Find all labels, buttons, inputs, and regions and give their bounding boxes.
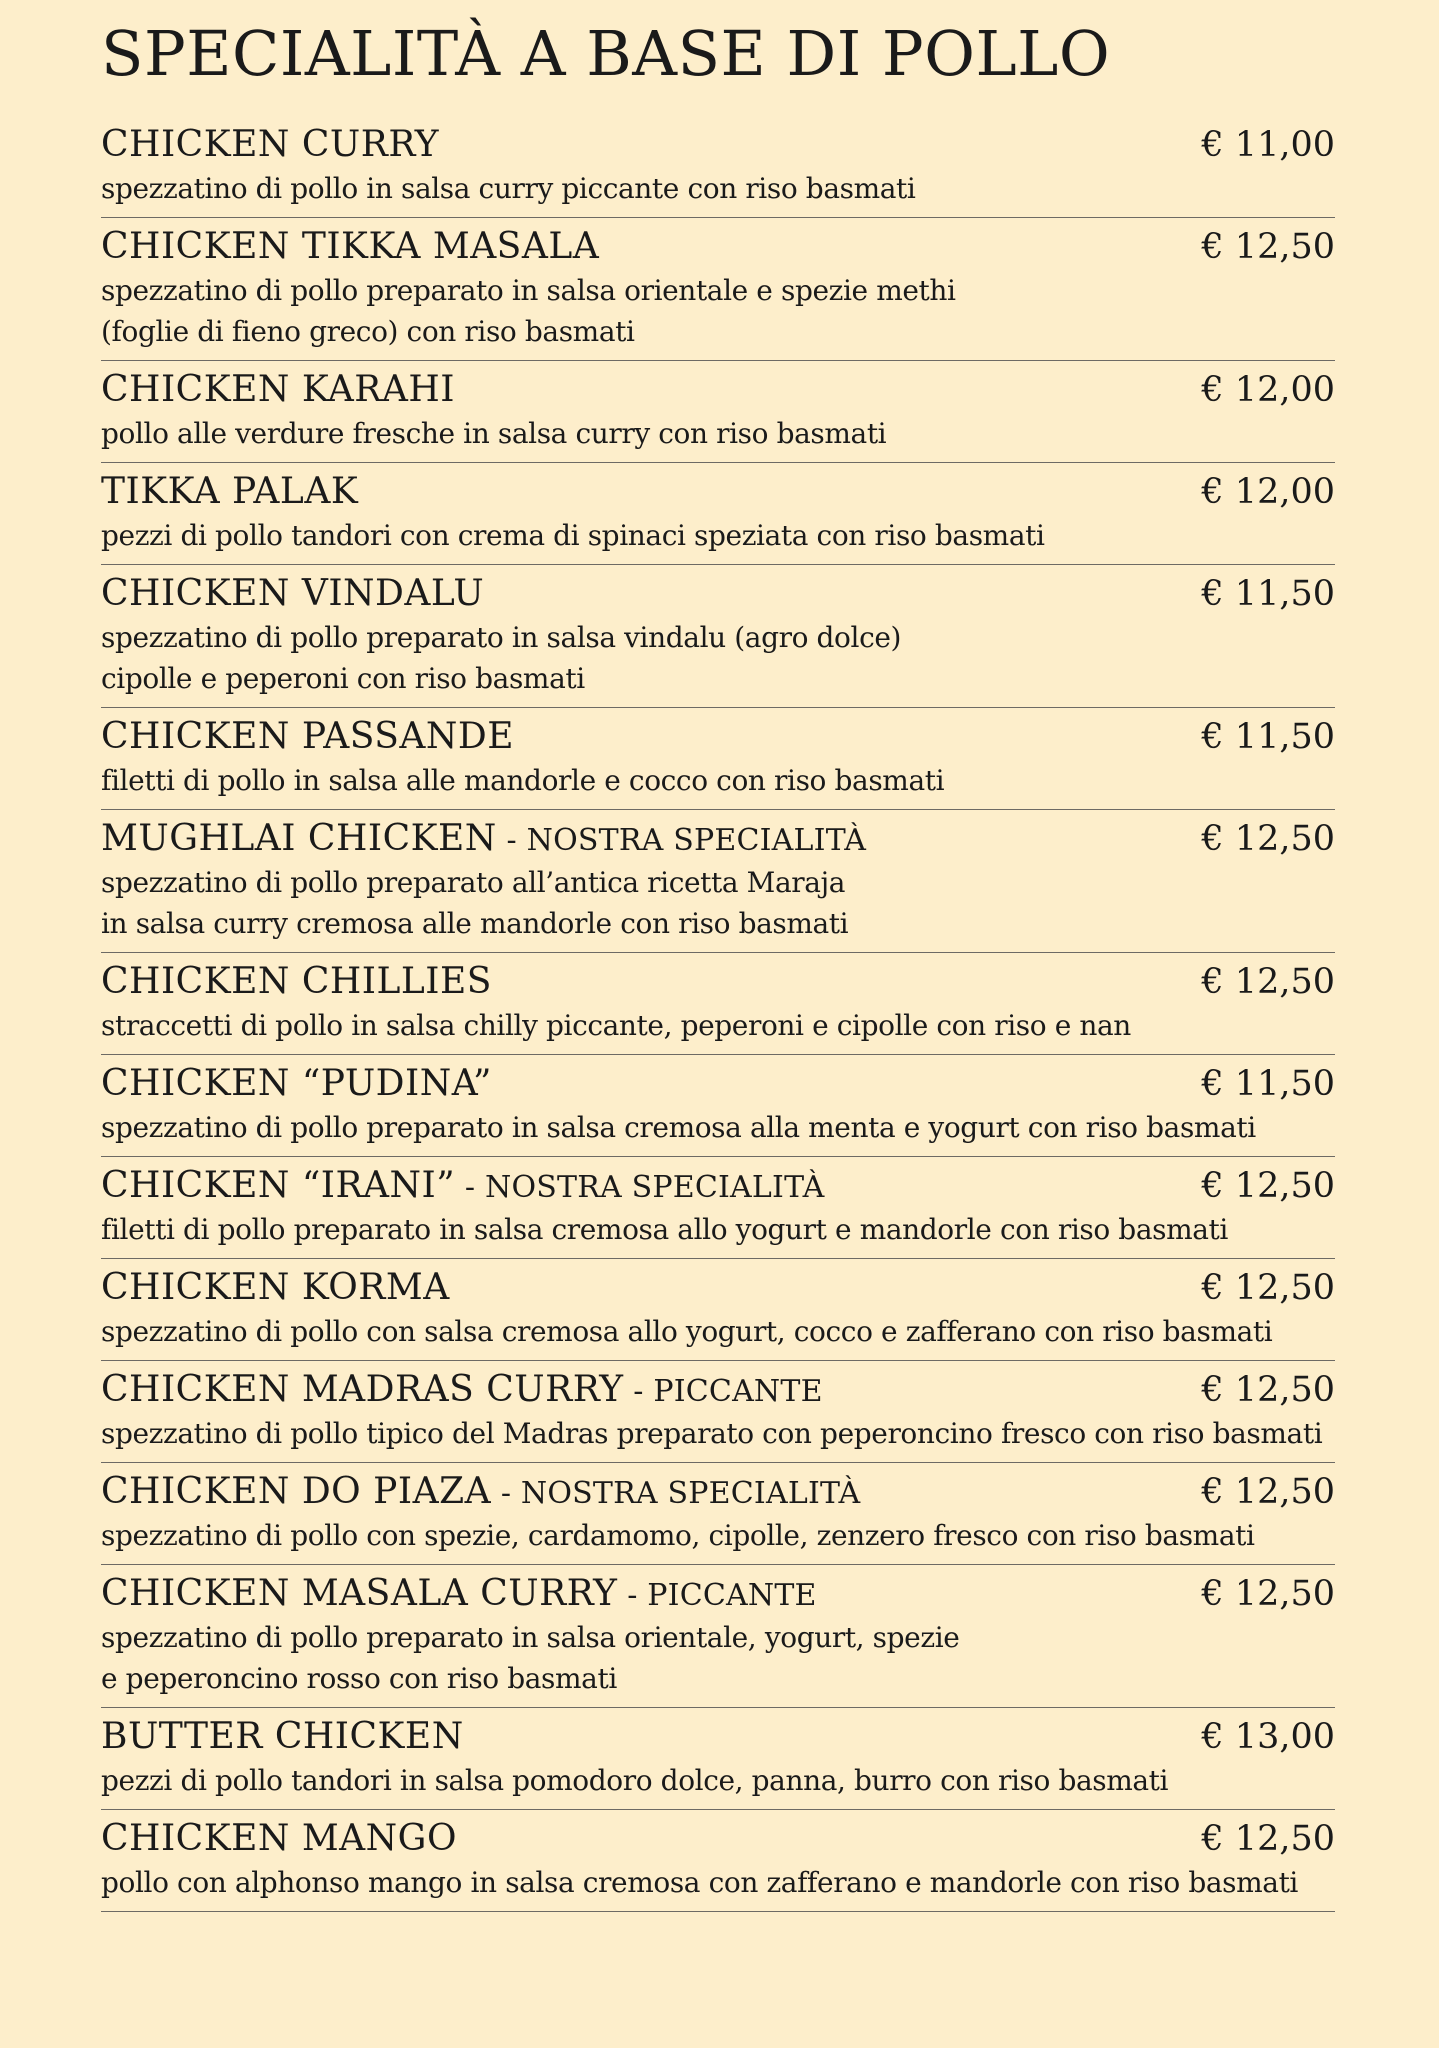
menu-item-title [101,1163,825,1215]
menu-item-description: spezzatino di pollo preparato in salsa orientale e spezie methi (foglie di fieno greco) con riso basmati [101,274,956,348]
menu-item-name: BUTTER CHICKEN [101,1716,464,1757]
menu-item [101,1361,1335,1463]
menu-item-header [101,122,1335,168]
menu-item-header [101,1571,1335,1617]
menu-item-description: pezzi di pollo tandori in salsa pomodoro dolce, panna, burro con riso basmati [101,1764,1169,1797]
menu-item [101,1259,1335,1361]
menu-item-title [101,1469,860,1521]
menu-item-price: € 12,50 [1201,819,1335,859]
menu-item-header [101,571,1335,617]
menu-item-price: € 12,50 [1201,962,1335,1002]
menu-item-name: CHICKEN KARAHI [101,369,455,410]
menu-item-description: pollo alle verdure fresche in salsa curry con riso basmati [101,417,887,450]
menu-item-title [101,816,866,868]
menu-item-description: straccetti di pollo in salsa chilly piccante, peperoni e cipolle con riso e nan [101,1009,1131,1042]
menu-item-title [101,122,439,174]
menu-item-title [101,1265,450,1317]
menu-item-description: spezzatino di pollo con spezie, cardamomo, cipolle, zenzero fresco con riso basmati [101,1519,1255,1552]
menu-item-header [101,1163,1335,1209]
menu-item-name: CHICKEN “PUDINA” [101,1063,492,1104]
menu-item-title [101,959,492,1011]
menu-item-header [101,1714,1335,1760]
menu-item-name: CHICKEN CHILLIES [101,961,492,1002]
menu-item-header [101,816,1335,862]
menu-item-title [101,1571,817,1623]
menu-item-name: MUGHLAI CHICKEN [101,818,497,859]
menu-item-tag: - PICCANTE [617,1578,817,1613]
menu-item-tag: - NOSTRA SPECIALITÀ [496,823,867,858]
menu-item-name: CHICKEN DO PIAZA [101,1471,492,1512]
menu-item-price: € 12,50 [1201,1819,1335,1859]
menu-item-name: CHICKEN VINDALU [101,573,485,614]
menu-item-price: € 12,50 [1201,1472,1335,1512]
menu-item [101,361,1335,463]
menu-item-header [101,1367,1335,1413]
menu-item [101,218,1335,361]
menu-item [101,1463,1335,1565]
menu-item [101,1565,1335,1708]
menu-item-price: € 11,50 [1201,717,1335,757]
menu-item-title [101,224,599,276]
menu-item-title [101,1714,464,1766]
menu-item [101,708,1335,810]
menu-item-name: CHICKEN MASALA CURRY [101,1573,618,1614]
menu-item-price: € 13,00 [1201,1717,1335,1757]
menu-item [101,810,1335,953]
menu-item-header [101,1816,1335,1862]
menu-item-header [101,367,1335,413]
menu-item-name: CHICKEN “IRANI” [101,1165,456,1206]
menu-item-description: filetti di pollo in salsa alle mandorle e cocco con riso basmati [101,764,945,797]
menu-item-title [101,571,484,623]
menu-item-price: € 12,50 [1201,227,1335,267]
menu-item [101,1708,1335,1810]
menu-list [101,116,1335,1912]
menu-item-price: € 11,50 [1201,574,1335,614]
menu-item-description: spezzatino di pollo preparato all’antica ricetta Maraja in salsa curry cremosa alle mandorle con riso basmati [101,866,849,940]
menu-item-price: € 12,00 [1201,472,1335,512]
menu-item-description: spezzatino di pollo preparato in salsa cremosa alla menta e yogurt con riso basmati [101,1111,1256,1144]
menu-item-description: pollo con alphonso mango in salsa cremosa con zafferano e mandorle con riso basmati [101,1866,1298,1899]
menu-item-description: spezzatino di pollo in salsa curry piccante con riso basmati [101,172,916,205]
page-title: SPECIALITÀ A BASE DI POLLO [101,17,1111,90]
menu-item [101,1157,1335,1259]
menu-item [101,1810,1335,1912]
menu-item-price: € 11,50 [1201,1064,1335,1104]
menu-item-description: spezzatino di pollo preparato in salsa vindalu (agro dolce) cipolle e peperoni con riso basmati [101,621,902,695]
menu-item-name: CHICKEN CURRY [101,124,440,165]
menu-item-description: spezzatino di pollo con salsa cremosa allo yogurt, cocco e zafferano con riso basmati [101,1315,1273,1348]
menu-item-description: filetti di pollo preparato in salsa cremosa allo yogurt e mandorle con riso basmati [101,1213,1228,1246]
menu-item-header [101,469,1335,515]
menu-item-title [101,367,455,419]
menu-item-header [101,1265,1335,1311]
menu-item-title [101,469,358,521]
menu-item-header [101,959,1335,1005]
menu-item-tag: - PICCANTE [623,1374,823,1409]
menu-item-tag: - NOSTRA SPECIALITÀ [491,1476,861,1511]
menu-item [101,565,1335,708]
menu-item-title [101,1367,823,1419]
menu-item [101,1055,1335,1157]
menu-item-price: € 11,00 [1201,125,1335,165]
menu-item-title [101,714,514,766]
menu-item-price: € 12,00 [1201,370,1335,410]
menu-item-header [101,1469,1335,1515]
menu-item-title [101,1816,457,1868]
menu-item-price: € 12,50 [1201,1574,1335,1614]
menu-item-header [101,714,1335,760]
menu-item-name: CHICKEN MADRAS CURRY [101,1369,624,1410]
menu-item-price: € 12,50 [1201,1268,1335,1308]
menu-item-name: CHICKEN KORMA [101,1267,450,1308]
menu-item-description: spezzatino di pollo preparato in salsa orientale, yogurt, spezie e peperoncino rosso con riso basmati [101,1621,960,1695]
menu-item [101,463,1335,565]
menu-item-header [101,224,1335,270]
menu-item-name: CHICKEN MANGO [101,1818,457,1859]
menu-item-price: € 12,50 [1201,1370,1335,1410]
menu-item-name: TIKKA PALAK [101,471,359,512]
menu-item-title [101,1061,492,1113]
menu-item-price: € 12,50 [1201,1166,1335,1206]
menu-item-header [101,1061,1335,1107]
menu-item-tag: - NOSTRA SPECIALITÀ [455,1170,825,1205]
menu-item-name: CHICKEN TIKKA MASALA [101,226,600,267]
menu-item-name: CHICKEN PASSANDE [101,716,515,757]
menu-item [101,953,1335,1055]
menu-item-description: pezzi di pollo tandori con crema di spinaci speziata con riso basmati [101,519,1045,552]
menu-item-description: spezzatino di pollo tipico del Madras preparato con peperoncino fresco con riso basmati [101,1417,1323,1450]
menu-item [101,116,1335,218]
